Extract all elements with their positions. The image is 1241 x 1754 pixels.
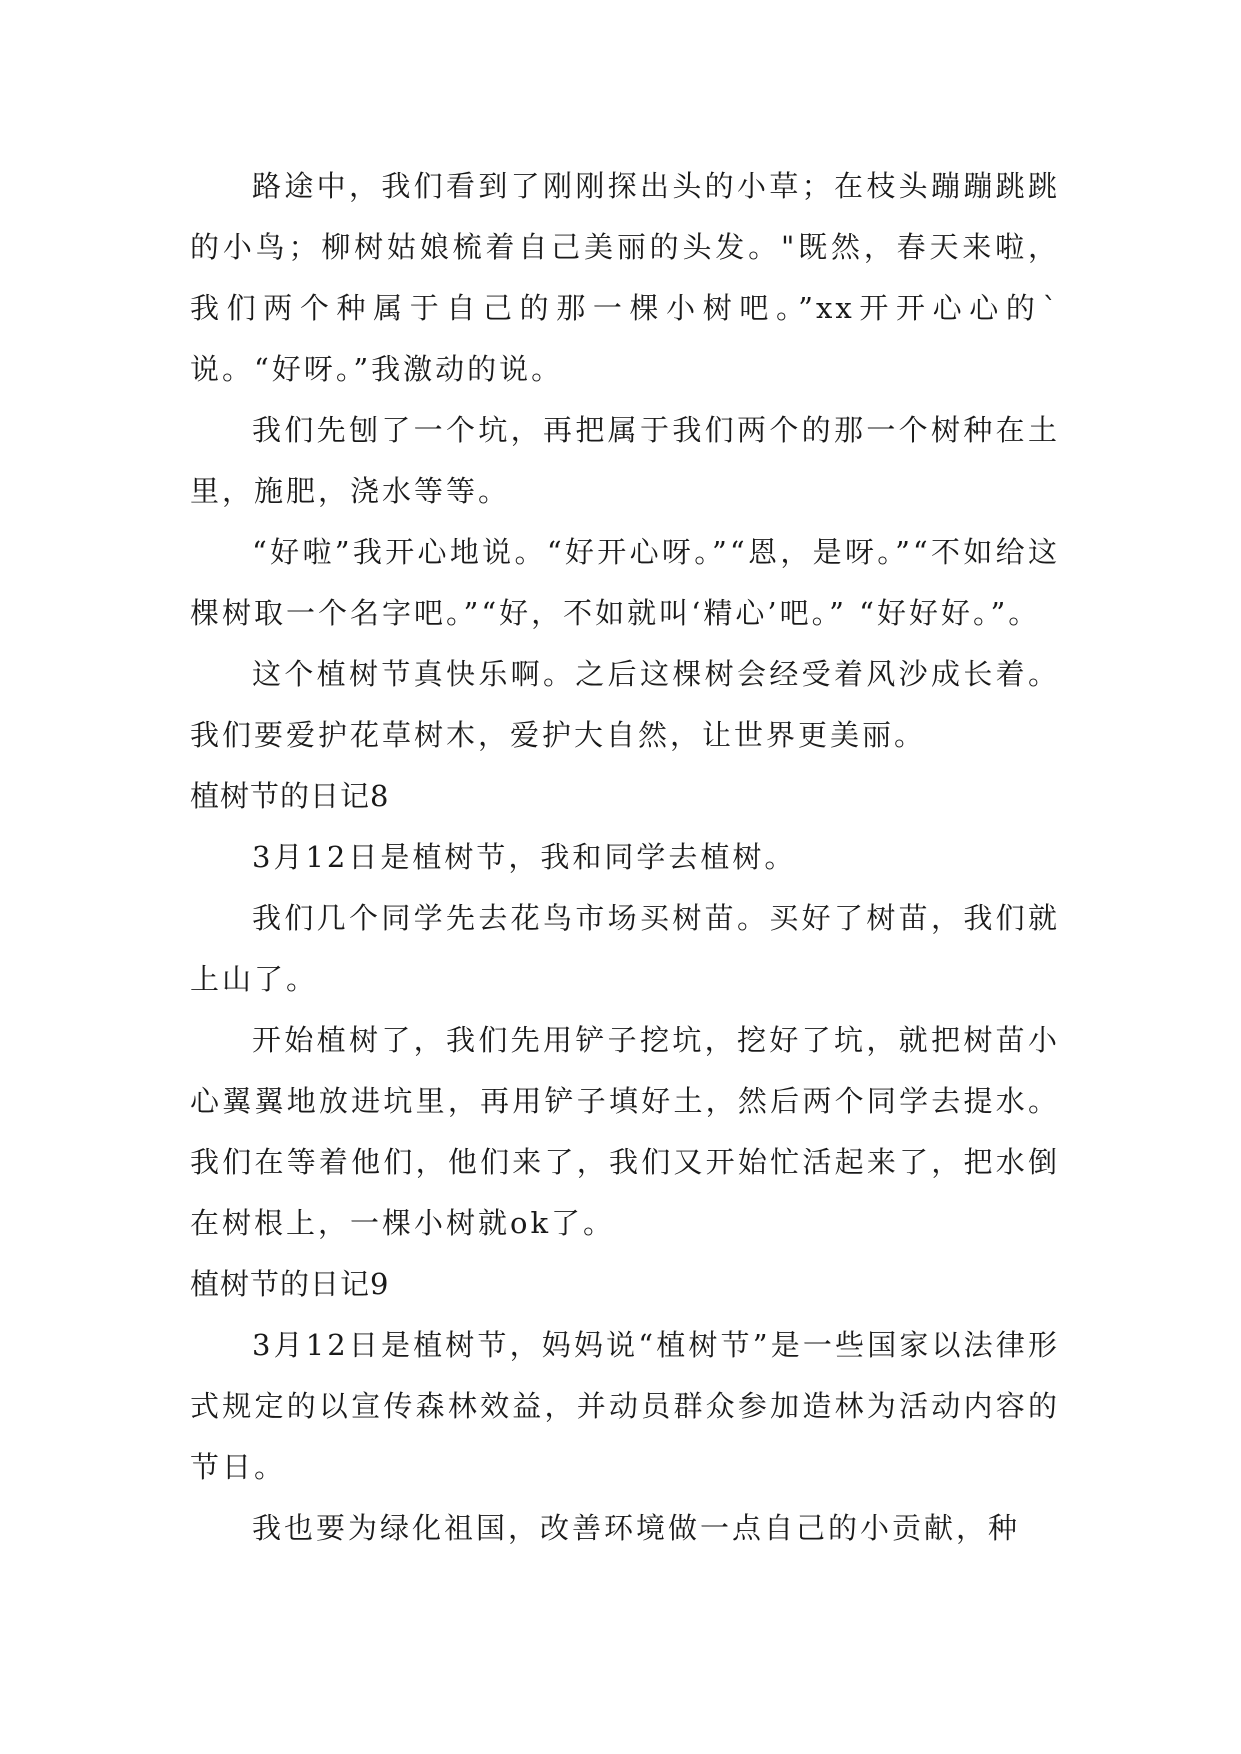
paragraph-4: 这个植树节真快乐啊。之后这棵树会经受着风沙成长着。我们要爱护花草树木，爱护大自然，让世界更美丽。: [190, 657, 1060, 752]
section-heading-9: 植树节的日记9: [190, 1267, 390, 1301]
paragraph-8: 3月12日是植树节，妈妈说“植树节”是一些国家以法律形式规定的以宣传森林效益，并动员群众参加造林为活动内容的节日。: [190, 1328, 1060, 1484]
paragraph-1: 路途中，我们看到了刚刚探出头的小草；在枝头蹦蹦跳跳的小鸟；柳树姑娘梳着自己美丽的头发。"既然，春天来啦，我们两个种属于自己的那一棵小树吧。”xx开开心心的`说。“好呀。”我激动的说。: [190, 169, 1060, 386]
paragraph-6: 我们几个同学先去花鸟市场买树苗。买好了树苗，我们就上山了。: [190, 901, 1060, 996]
section-heading-8: 植树节的日记8: [190, 779, 390, 813]
document-body: [190, 156, 1060, 1559]
paragraph-3: “好啦”我开心地说。“好开心呀。”“恩，是呀。”“不如给这棵树取一个名字吧。”“好，不如就叫‘精心’吧。” “好好好。”。: [190, 535, 1060, 630]
paragraph-7: 开始植树了，我们先用铲子挖坑，挖好了坑，就把树苗小心翼翼地放进坑里，再用铲子填好土，然后两个同学去提水。我们在等着他们，他们来了，我们又开始忙活起来了，把水倒在树根上，一棵小树就ok了。: [190, 1023, 1060, 1240]
paragraph-5: 3月12日是植树节，我和同学去植树。: [252, 840, 797, 874]
paragraph-2: 我们先刨了一个坑，再把属于我们两个的那一个树种在土里，施肥，浇水等等。: [190, 413, 1060, 508]
paragraph-9: 我也要为绿化祖国，改善环境做一点自己的小贡献，种: [252, 1511, 1021, 1545]
